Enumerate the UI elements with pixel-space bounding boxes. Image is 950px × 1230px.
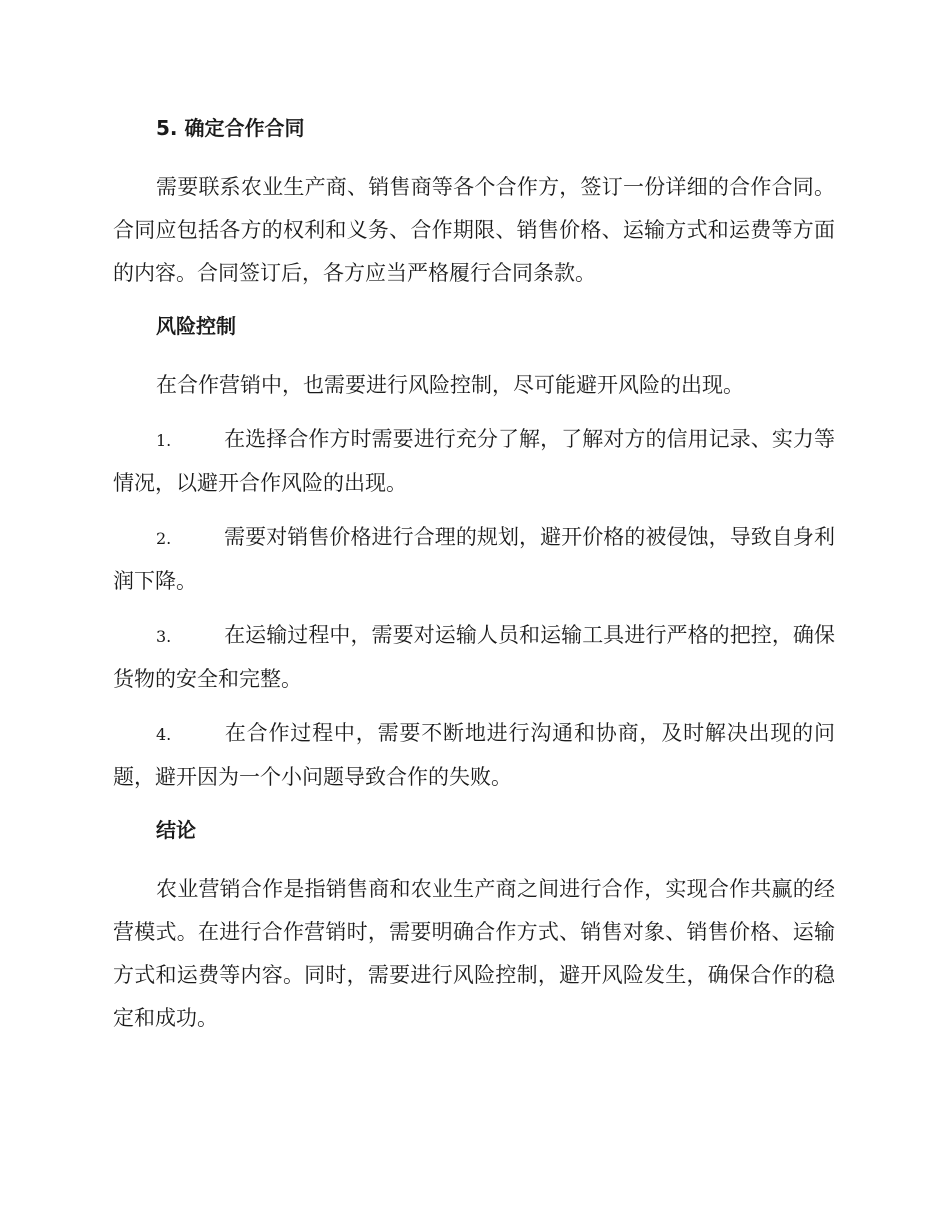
list-item-number: 3. xyxy=(156,627,172,646)
list-item xyxy=(113,418,835,505)
risk-intro-paragraph: 在合作营销中，也需要进行风险控制，尽可能避开风险的出现。 xyxy=(156,373,744,397)
list-item-text: 需要对销售价格进行合理的规划，避开价格的被侵蚀，导致自身利润下降。 xyxy=(113,525,835,593)
section-heading-conclusion: 结论 xyxy=(156,818,196,842)
list-item-text: 在合作过程中，需要不断地进行沟通和协商，及时解决出现的问题，避开因为一个小问题导致合作的失败。 xyxy=(113,721,835,789)
list-item-text: 在选择合作方时需要进行充分了解，了解对方的信用记录、实力等情况，以避开合作风险的出现。 xyxy=(113,427,835,495)
section-heading-risk-control: 风险控制 xyxy=(156,314,236,338)
list-item-number: 2. xyxy=(156,529,172,548)
section-heading-contract: 5. 确定合作合同 xyxy=(156,116,305,140)
list-item xyxy=(113,614,835,701)
document-page xyxy=(113,108,835,1051)
list-item xyxy=(113,712,835,799)
list-item-number: 4. xyxy=(156,725,172,744)
list-item xyxy=(113,516,835,603)
conclusion-paragraph: 农业营销合作是指销售商和农业生产商之间进行合作，实现合作共赢的经营模式。在进行合作营销时，需要明确合作方式、销售对象、销售价格、运输方式和运费等内容。同时，需要进行风险控制，避开风险发生，确保合作的稳定和成功。 xyxy=(113,877,835,1030)
list-item-number: 1. xyxy=(156,431,172,450)
list-item-text: 在运输过程中，需要对运输人员和运输工具进行严格的把控，确保货物的安全和完整。 xyxy=(113,623,835,691)
contract-paragraph: 需要联系农业生产商、销售商等各个合作方，签订一份详细的合作合同。合同应包括各方的权利和义务、合作期限、销售价格、运输方式和运费等方面的内容。合同签订后，各方应当严格履行合同条款。 xyxy=(113,175,835,285)
